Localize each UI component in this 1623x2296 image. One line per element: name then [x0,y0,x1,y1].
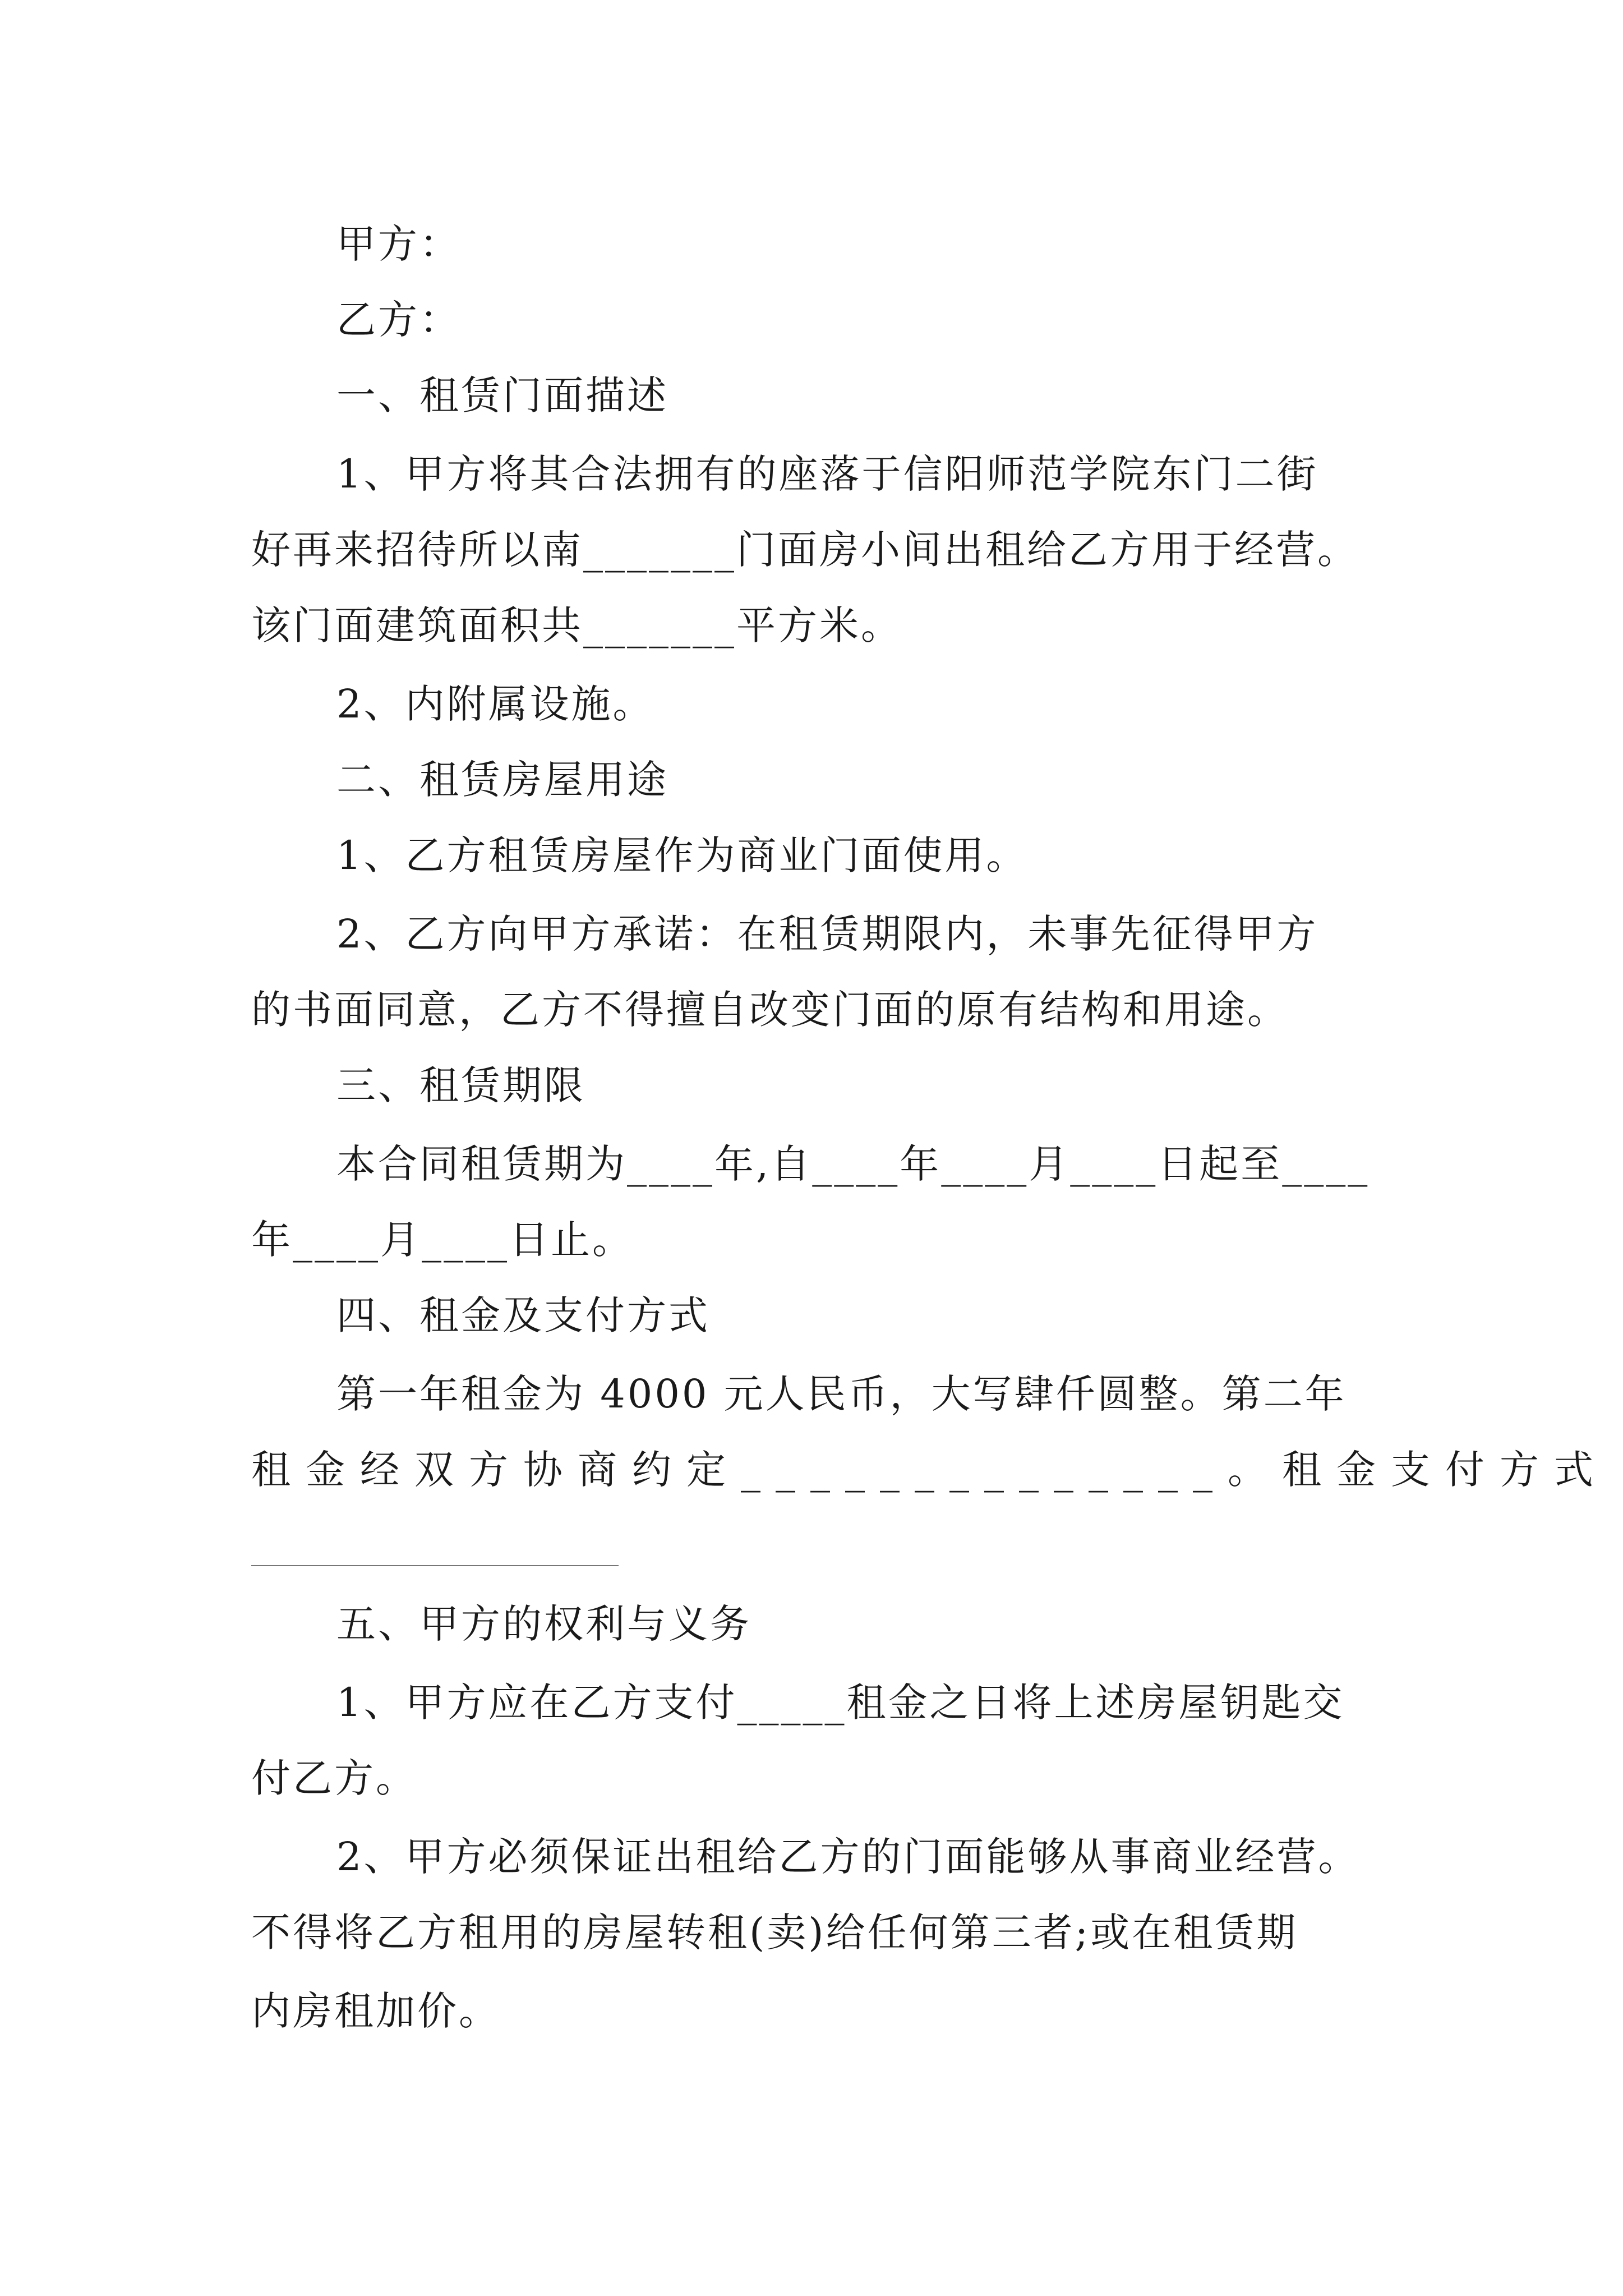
paragraph-line: 不得将乙方租用的房屋转租(卖)给任何第三者;或在租赁期 [251,1910,1298,1955]
paragraph-line: 的书面同意，乙方不得擅自改变门面的原有结构和用途。 [251,987,1289,1033]
paragraph-line: 该门面建筑面积共_______平方米。 [251,602,902,648]
party-a-label: 甲方： [336,221,461,267]
paragraph-line: 租金经双方协商约定______________。租金支付方式 [251,1447,1608,1493]
paragraph-line: 2、甲方必须保证出租给乙方的门面能够从事商业经营。 [336,1834,1360,1880]
section-3-heading: 三、租赁期限 [336,1062,585,1108]
paragraph-line: 好再来招待所以南_______门面房小间出租给乙方用于经营。 [251,527,1359,573]
blank-underline [251,1565,619,1566]
paragraph-line: 1、甲方将其合法拥有的座落于信阳师范学院东门二街 [336,451,1318,497]
paragraph-line: 付乙方。 [251,1755,417,1801]
section-5-heading: 五、甲方的权利与义务 [336,1601,751,1647]
section-1-heading: 一、租赁门面描述 [336,372,668,418]
section-4-heading: 四、租金及支付方式 [336,1292,710,1338]
paragraph-line: 第一年租金为 4000 元人民币，大写肆仟圆整。第二年 [336,1371,1347,1417]
paragraph-line: 本合同租赁期为____年,自____年____月____日起至____ [336,1141,1370,1187]
paragraph-line: 2、乙方向甲方承诺：在租赁期限内，未事先征得甲方 [336,911,1318,957]
paragraph-line: 内房租加价。 [251,1988,500,2034]
paragraph-line: 1、乙方租赁房屋作为商业门面使用。 [336,832,1028,878]
section-2-heading: 二、租赁房屋用途 [336,757,668,803]
paragraph-line: 1、甲方应在乙方支付_____租金之日将上述房屋钥匙交 [336,1680,1345,1726]
paragraph-line: 2、内附属设施。 [336,681,654,727]
paragraph-line: 年____月____日止。 [251,1217,634,1263]
party-b-label: 乙方： [336,297,461,343]
